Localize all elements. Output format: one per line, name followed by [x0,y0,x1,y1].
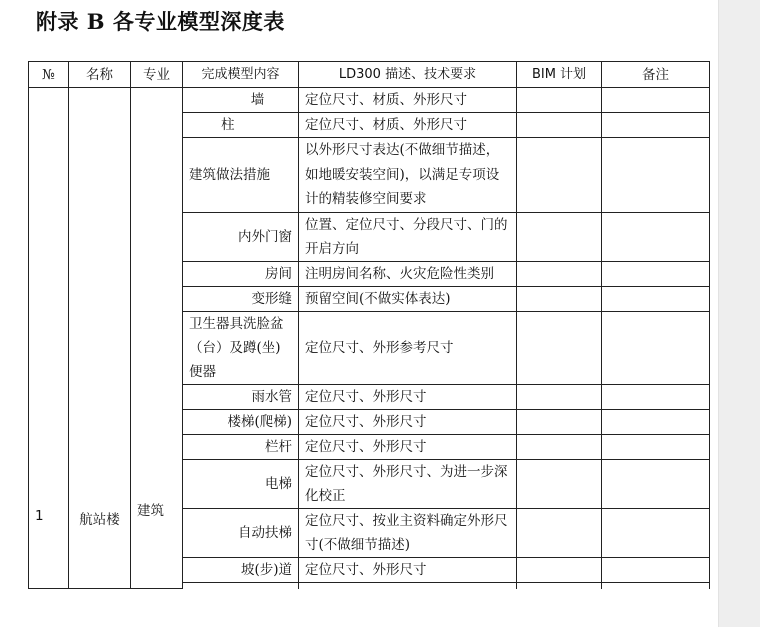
viewer-side-panel [718,0,760,627]
cell-remark [602,212,710,261]
cell-content: 电梯 [183,459,299,508]
header-desc: LD300 描述、技术要求 [299,62,517,88]
cell-bim [517,261,602,286]
cell-bim [517,311,602,384]
cell-desc: 定位尺寸、外形尺寸 [299,557,517,582]
cell-desc: 注明房间名称、火灾危险性类别 [299,261,517,286]
cell-desc: 定位尺寸、材质、外形尺寸 [299,113,517,138]
cell-remark [602,557,710,582]
cell-content: 房间 [183,261,299,286]
cell-remark [602,286,710,311]
cell-bim [517,384,602,409]
cell-desc: 定位尺寸、外形尺寸 [299,409,517,434]
cell-bim [517,582,602,589]
cell-remark [602,88,710,113]
cell-content [183,582,299,589]
cell-content: 坡(步)道 [183,557,299,582]
cell-remark [602,138,710,213]
model-depth-table [28,61,710,589]
appendix-title: 附录 B 各专业模型深度表 [36,9,285,34]
cell-no: 1 [29,88,69,589]
cell-bim [517,409,602,434]
cell-desc: 预留空间(不做实体表达) [299,286,517,311]
cell-bim [517,212,602,261]
header-major: 专业 [131,62,183,88]
cell-bim [517,138,602,213]
cell-desc: 定位尺寸、按业主资料确定外形尺寸(不做细节描述) [299,508,517,557]
header-remark: 备注 [602,62,710,88]
header-bim: BIM 计划 [517,62,602,88]
cell-bim [517,459,602,508]
cell-bim [517,286,602,311]
cell-content: 柱 [183,113,299,138]
cell-desc: 定位尺寸、外形参考尺寸 [299,311,517,384]
cell-desc: 以外形尺寸表达(不做细节描述，如地暖安装空间)，以满足专项设计的精装修空间要求 [299,138,517,213]
cell-remark [602,384,710,409]
cell-content: 栏杆 [183,434,299,459]
cell-content: 雨水管 [183,384,299,409]
cell-content: 墙 [183,88,299,113]
header-no: № [29,62,69,88]
cell-major: 建筑 [131,88,183,589]
cell-remark [602,311,710,384]
cell-desc: 定位尺寸、外形尺寸、为进一步深化校正 [299,459,517,508]
cell-bim [517,557,602,582]
header-name: 名称 [69,62,131,88]
cell-desc [299,582,517,589]
header-content: 完成模型内容 [183,62,299,88]
cell-desc: 位置、定位尺寸、分段尺寸、门的开启方向 [299,212,517,261]
cell-content: 变形缝 [183,286,299,311]
cell-remark [602,261,710,286]
cell-remark [602,434,710,459]
cell-remark [602,508,710,557]
cell-content: 楼梯(爬梯) [183,409,299,434]
table-header-row [29,62,710,88]
cell-remark [602,113,710,138]
cell-bim [517,88,602,113]
cell-bim [517,434,602,459]
cell-name: 航站楼 [69,88,131,589]
cell-desc: 定位尺寸、外形尺寸 [299,384,517,409]
cell-bim [517,508,602,557]
cell-remark [602,582,710,589]
cell-remark [602,459,710,508]
cell-content: 自动扶梯 [183,508,299,557]
cell-content: 内外门窗 [183,212,299,261]
cell-content: 卫生器具洗脸盆（台）及蹲(坐)便器 [183,311,299,384]
cell-content: 建筑做法措施 [183,138,299,213]
table-row [29,88,710,113]
cell-desc: 定位尺寸、材质、外形尺寸 [299,88,517,113]
cell-remark [602,409,710,434]
cell-bim [517,113,602,138]
cell-desc: 定位尺寸、外形尺寸 [299,434,517,459]
